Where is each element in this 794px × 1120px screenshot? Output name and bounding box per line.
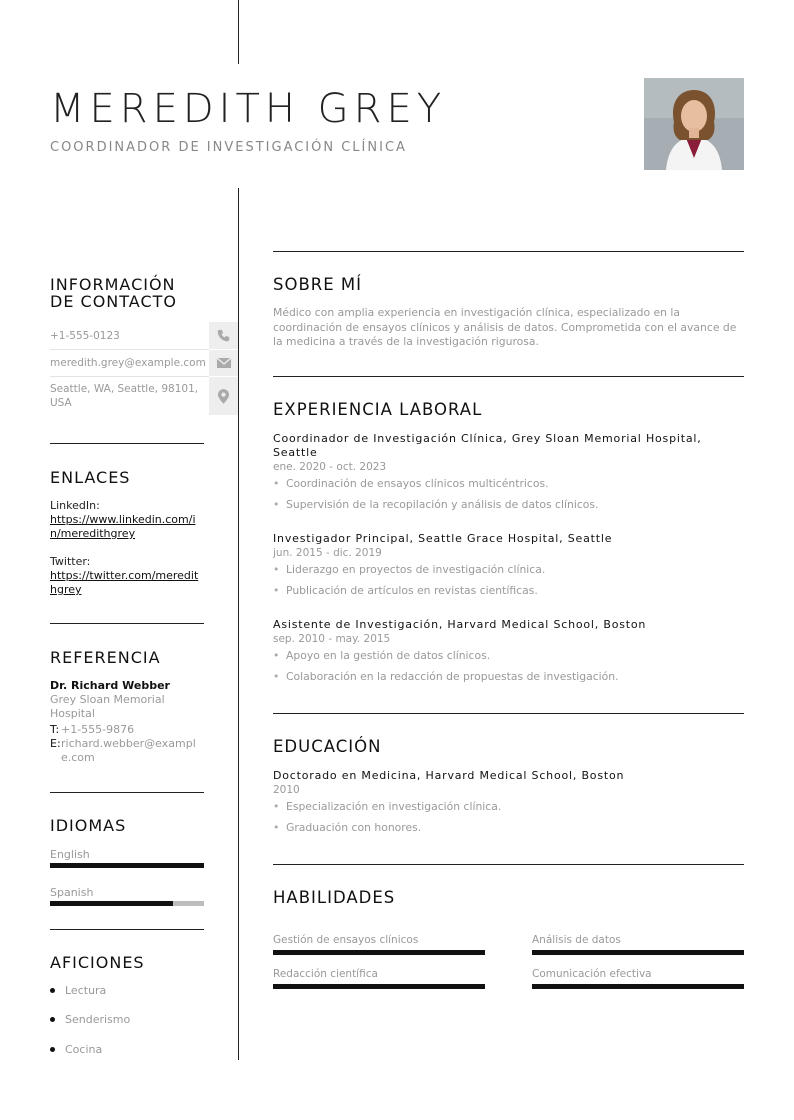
twitter-label: Twitter: [50, 555, 91, 568]
skill-label: Gestión de ensayos clínicos [273, 934, 419, 946]
reference-phone-prefix: T: [50, 723, 60, 736]
languages-heading: IDIOMAS [50, 816, 127, 835]
hobby-item [50, 984, 106, 997]
education-heading: EDUCACIÓN [273, 737, 382, 756]
vertical-divider-main [238, 188, 239, 1060]
reference-email[interactable]: richard.webber@example.com [61, 737, 196, 764]
reference-org: Grey Sloan Memorial Hospital [50, 693, 165, 720]
skill-label: Comunicación efectiva [532, 968, 652, 980]
skill-item [273, 934, 485, 955]
contact-address: Seattle, WA, Seattle, 98101, USA [50, 383, 199, 409]
hobby-item [50, 1013, 130, 1026]
candidate-title: COORDINADOR DE INVESTIGACIÓN CLÍNICA [50, 140, 407, 155]
contact-separator [50, 349, 209, 350]
language-english-bar [50, 863, 204, 868]
vertical-divider-top [238, 0, 239, 64]
job-date: sep. 2010 - may. 2015 [273, 633, 391, 645]
about-heading: SOBRE MÍ [273, 275, 363, 294]
language-spanish-bar-fill [50, 901, 173, 906]
skill-bar [273, 950, 485, 955]
skill-label: Análisis de datos [532, 934, 621, 946]
linkedin-label: LinkedIn: [50, 499, 100, 512]
job-bullet: • Coordinación de ensayos clínicos multicéntricos. [273, 477, 549, 490]
bullet-dot-icon [50, 1017, 55, 1022]
education-date: 2010 [273, 784, 300, 796]
languages-section [50, 817, 204, 906]
education-bullet: • Graduación con honores. [273, 821, 422, 834]
reference-email-prefix: E: [50, 737, 61, 750]
contact-heading-line1: INFORMACIÓN [50, 275, 176, 294]
skill-item [532, 934, 744, 955]
job-bullet: • Liderazgo en proyectos de investigación clínica. [273, 563, 546, 576]
education-entry [273, 769, 744, 835]
contact-section [50, 276, 204, 310]
sidebar-divider [50, 792, 204, 793]
job-entry [273, 432, 744, 512]
links-heading: ENLACES [50, 468, 131, 487]
envelope-icon [209, 350, 238, 376]
reference-name: Dr. Richard Webber [50, 679, 170, 692]
contact-separator [50, 376, 209, 377]
main-divider [273, 251, 744, 252]
job-entry [273, 532, 744, 598]
job-bullet: • Apoyo en la gestión de datos clínicos. [273, 649, 491, 662]
sidebar-divider [50, 623, 204, 624]
job-title: Investigador Principal, Seattle Grace Hospital, Seattle [273, 532, 613, 545]
sidebar-divider [50, 443, 204, 444]
about-text: Médico con amplia experiencia en investigación clínica, especializado en la coordinación de ensayos clínicos y análisis de datos. Comprometida con el avance de la medicina a través de la investigación rigurosa. [273, 306, 737, 348]
skill-bar [532, 984, 744, 989]
reference-email-line [50, 737, 204, 765]
sidebar-divider [50, 929, 204, 930]
contact-phone[interactable]: +1-555-0123 [50, 330, 120, 342]
hobby-label: Lectura [65, 984, 107, 997]
candidate-name: MEREDITH GREY [50, 86, 447, 132]
twitter-link[interactable]: https://twitter.com/meredithgrey [50, 569, 199, 596]
phone-icon [209, 322, 238, 349]
skill-item [532, 968, 744, 989]
main-divider [273, 713, 744, 714]
hobbies-section [50, 954, 204, 971]
job-title: Asistente de Investigación, Harvard Medical School, Boston [273, 618, 647, 631]
contact-heading-line2: DE CONTACTO [50, 292, 177, 311]
location-pin-icon [209, 377, 238, 415]
job-bullet: • Colaboración en la redacción de propuestas de investigación. [273, 670, 619, 683]
language-spanish-label: Spanish [50, 886, 94, 899]
main-divider [273, 376, 744, 377]
skill-bar [532, 950, 744, 955]
reference-phone-line [50, 723, 204, 737]
bullet-dot-icon [50, 988, 55, 993]
main-divider [273, 864, 744, 865]
experience-heading: EXPERIENCIA LABORAL [273, 400, 483, 419]
job-entry [273, 618, 744, 684]
hobbies-heading: AFICIONES [50, 953, 145, 972]
job-title: Coordinador de Investigación Clínica, Grey Sloan Memorial Hospital, Seattle [273, 432, 702, 459]
job-bullet: • Supervisión de la recopilación y análisis de datos clínicos. [273, 498, 599, 511]
contact-email[interactable]: meredith.grey@example.com [50, 357, 206, 369]
job-date: ene. 2020 - oct. 2023 [273, 461, 387, 473]
skill-bar [273, 984, 485, 989]
links-section [50, 469, 204, 597]
hobby-label: Cocina [65, 1043, 103, 1056]
education-bullet: • Especialización en investigación clínica. [273, 800, 502, 813]
hobby-label: Senderismo [65, 1013, 131, 1026]
linkedin-link[interactable]: https://www.linkedin.com/in/meredithgrey [50, 513, 196, 540]
language-spanish-bar [50, 901, 204, 906]
skill-label: Redacción científica [273, 968, 378, 980]
job-bullet: • Publicación de artículos en revistas científicas. [273, 584, 538, 597]
hobby-item [50, 1043, 102, 1056]
reference-heading: REFERENCIA [50, 648, 161, 667]
bullet-dot-icon [50, 1047, 55, 1052]
job-date: jun. 2015 - dic. 2019 [273, 547, 382, 559]
reference-section [50, 649, 204, 765]
skills-heading: HABILIDADES [273, 888, 396, 907]
profile-photo [644, 78, 744, 170]
reference-phone[interactable]: +1-555-9876 [61, 723, 135, 736]
skill-item [273, 968, 485, 989]
language-english-label: English [50, 848, 90, 861]
education-title: Doctorado en Medicina, Harvard Medical School, Boston [273, 769, 625, 782]
language-english-bar-fill [50, 863, 204, 868]
